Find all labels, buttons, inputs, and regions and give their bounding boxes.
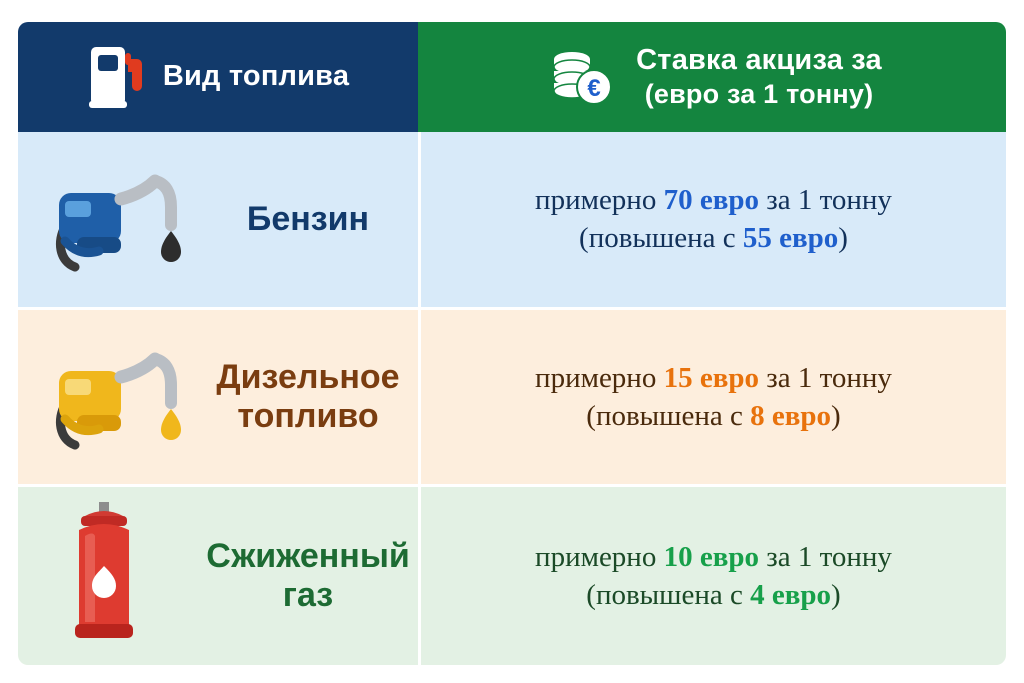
blue-fuel-nozzle-icon [32, 132, 192, 307]
rate-value: 70 евро [663, 184, 760, 217]
rate-value: 15 евро [663, 361, 760, 394]
rate-cell-diesel [418, 310, 1006, 488]
rate-line-2 [535, 397, 892, 435]
coins-euro-icon [542, 37, 618, 118]
rates-table [18, 22, 1006, 665]
fuel-label-diesel: Дизельное топливо [216, 357, 400, 435]
previous-suffix: ) [831, 579, 841, 612]
header-rate-title-sub: (евро за 1 тонну) [644, 79, 874, 110]
fuel-label-petrol: Бензин [246, 199, 370, 238]
rate-cell-lpg [418, 487, 1006, 665]
previous-prefix: (повышена с [586, 579, 751, 612]
rate-cell-petrol [418, 132, 1006, 310]
previous-value: 8 евро [750, 400, 832, 432]
header-fuel-type-title: Вид топлива [162, 60, 350, 93]
rate-text-lpg [535, 538, 892, 615]
svg-text:€: € [587, 74, 601, 102]
fuel-cell-diesel [18, 310, 418, 488]
rate-line-2 [535, 576, 892, 614]
table-row-diesel [18, 310, 1006, 488]
previous-prefix: (повышена с [586, 400, 751, 432]
gas-cylinder-icon [32, 487, 192, 665]
previous-suffix: ) [838, 222, 848, 255]
rate-line-2 [535, 219, 892, 257]
rate-value: 10 евро [663, 540, 760, 573]
table-row-petrol [18, 132, 1006, 310]
fuel-pump-icon [87, 39, 145, 116]
rate-prefix: примерно [535, 540, 664, 573]
rate-line-1 [535, 538, 892, 576]
rate-line-1 [535, 181, 892, 219]
header-rate-title [636, 43, 882, 111]
rate-text-diesel [535, 359, 892, 436]
previous-value: 55 евро [742, 222, 839, 255]
previous-value: 4 евро [750, 579, 832, 612]
fuel-cell-lpg [18, 487, 418, 665]
previous-suffix: ) [831, 400, 841, 432]
previous-prefix: (повышена с [579, 222, 743, 255]
rate-suffix: за 1 тонну [759, 184, 892, 217]
rate-prefix: примерно [535, 361, 664, 394]
table-row-lpg [18, 487, 1006, 665]
fuel-cell-petrol [18, 132, 418, 310]
rate-prefix: примерно [535, 184, 664, 217]
rate-suffix: за 1 тонну [759, 361, 892, 394]
header-rate-title-main: Ставка акциза за [636, 43, 882, 76]
rate-suffix: за 1 тонну [759, 540, 892, 573]
rate-text-petrol [535, 181, 892, 258]
rate-line-1 [535, 359, 892, 397]
yellow-fuel-nozzle-icon [32, 310, 192, 485]
header-cell-rate [418, 22, 1006, 132]
fuel-label-lpg: Сжиженный газ [206, 536, 410, 615]
header-cell-fuel-type [18, 22, 418, 132]
table-header-row [18, 22, 1006, 132]
